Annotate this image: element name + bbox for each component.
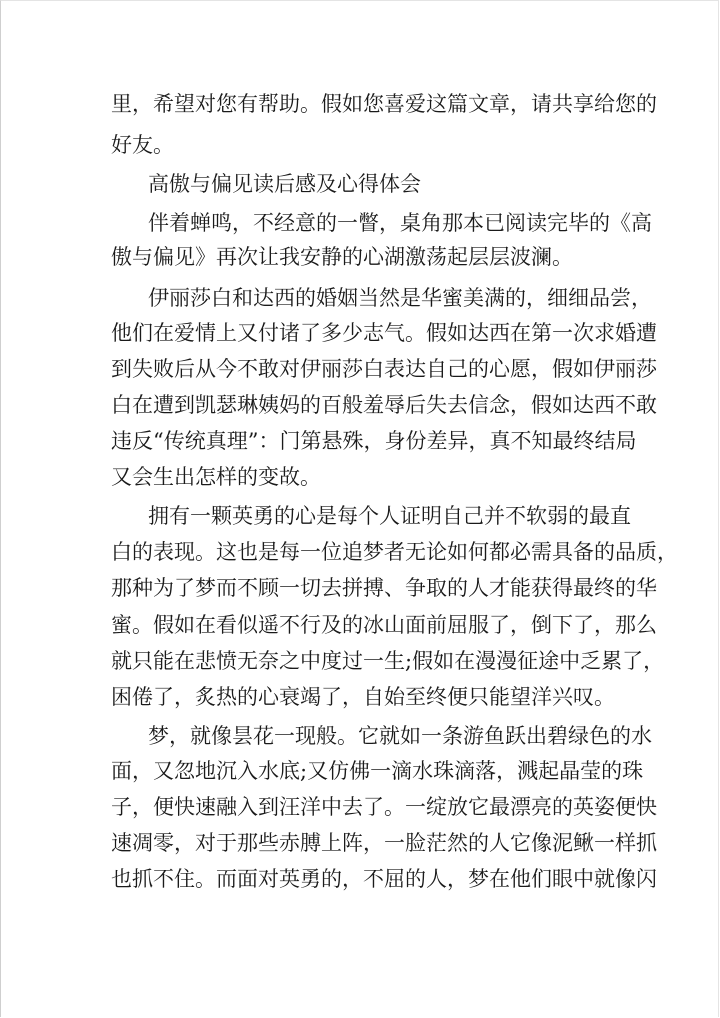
text-line: 速凋零，对于那些赤膊上阵，一脸茫然的人它像泥鳅一样抓	[111, 831, 657, 855]
text-line: 白在遭到凯瑟琳姨妈的百般羞辱后失去信念，假如达西不敢	[111, 393, 657, 417]
text-line: 子，便快速融入到汪洋中去了。一绽放它最漂亮的英姿便快	[111, 795, 657, 819]
text-line: 蜜。假如在看似遥不行及的冰山面前屈服了，倒下了，那么	[111, 613, 657, 637]
text-line: 那种为了梦而不顾一切去拼搏、争取的人才能获得最终的华	[111, 576, 657, 600]
text-line: 就只能在悲愤无奈之中度过一生;假如在漫漫征途中乏累了，	[111, 649, 665, 673]
section-heading: 高傲与偏见读后感及心得体会	[148, 172, 421, 196]
text-line: 白的表现。这也是每一位追梦者无论如何都必需具备的品质，	[111, 540, 678, 564]
paragraph-first-line: 拥有一颗英勇的心是每个人证明自己并不软弱的最直	[148, 504, 631, 528]
text-line: 他们在爱情上又付诸了多少志气。假如达西在第一次求婚遭	[111, 321, 657, 345]
text-line: 里，希望对您有帮助。假如您喜爱这篇文章，请共享给您的	[111, 92, 657, 116]
text-line: 困倦了，炙热的心衰竭了，自始至终便只能望洋兴叹。	[111, 685, 615, 709]
paragraph-first-line: 梦，就像昙花一现般。它就如一条游鱼跃出碧绿色的水	[148, 724, 652, 748]
text-line: 到失败后从今不敢对伊丽莎白表达自己的心愿，假如伊丽莎	[111, 357, 657, 381]
paragraph-first-line: 伴着蝉鸣，不经意的一瞥，桌角那本已阅读完毕的《高	[148, 211, 652, 235]
text-line: 又会生出怎样的变故。	[111, 465, 321, 489]
text-line: 也抓不住。而面对英勇的，不屈的人，梦在他们眼中就像闪	[111, 867, 657, 891]
text-line: 好友。	[111, 133, 174, 157]
text-line: 违反“传统真理”：门第悬殊，身份差异，真不知最终结局	[111, 429, 637, 453]
paragraph-first-line: 伊丽莎白和达西的婚姻当然是华蜜美满的，细细品尝，	[148, 286, 652, 310]
text-line: 傲与偏见》再次让我安静的心湖激荡起层层波澜。	[111, 245, 573, 269]
text-line: 面，又忽地沉入水底;又仿佛一滴水珠滴落，溅起晶莹的珠	[111, 759, 644, 783]
